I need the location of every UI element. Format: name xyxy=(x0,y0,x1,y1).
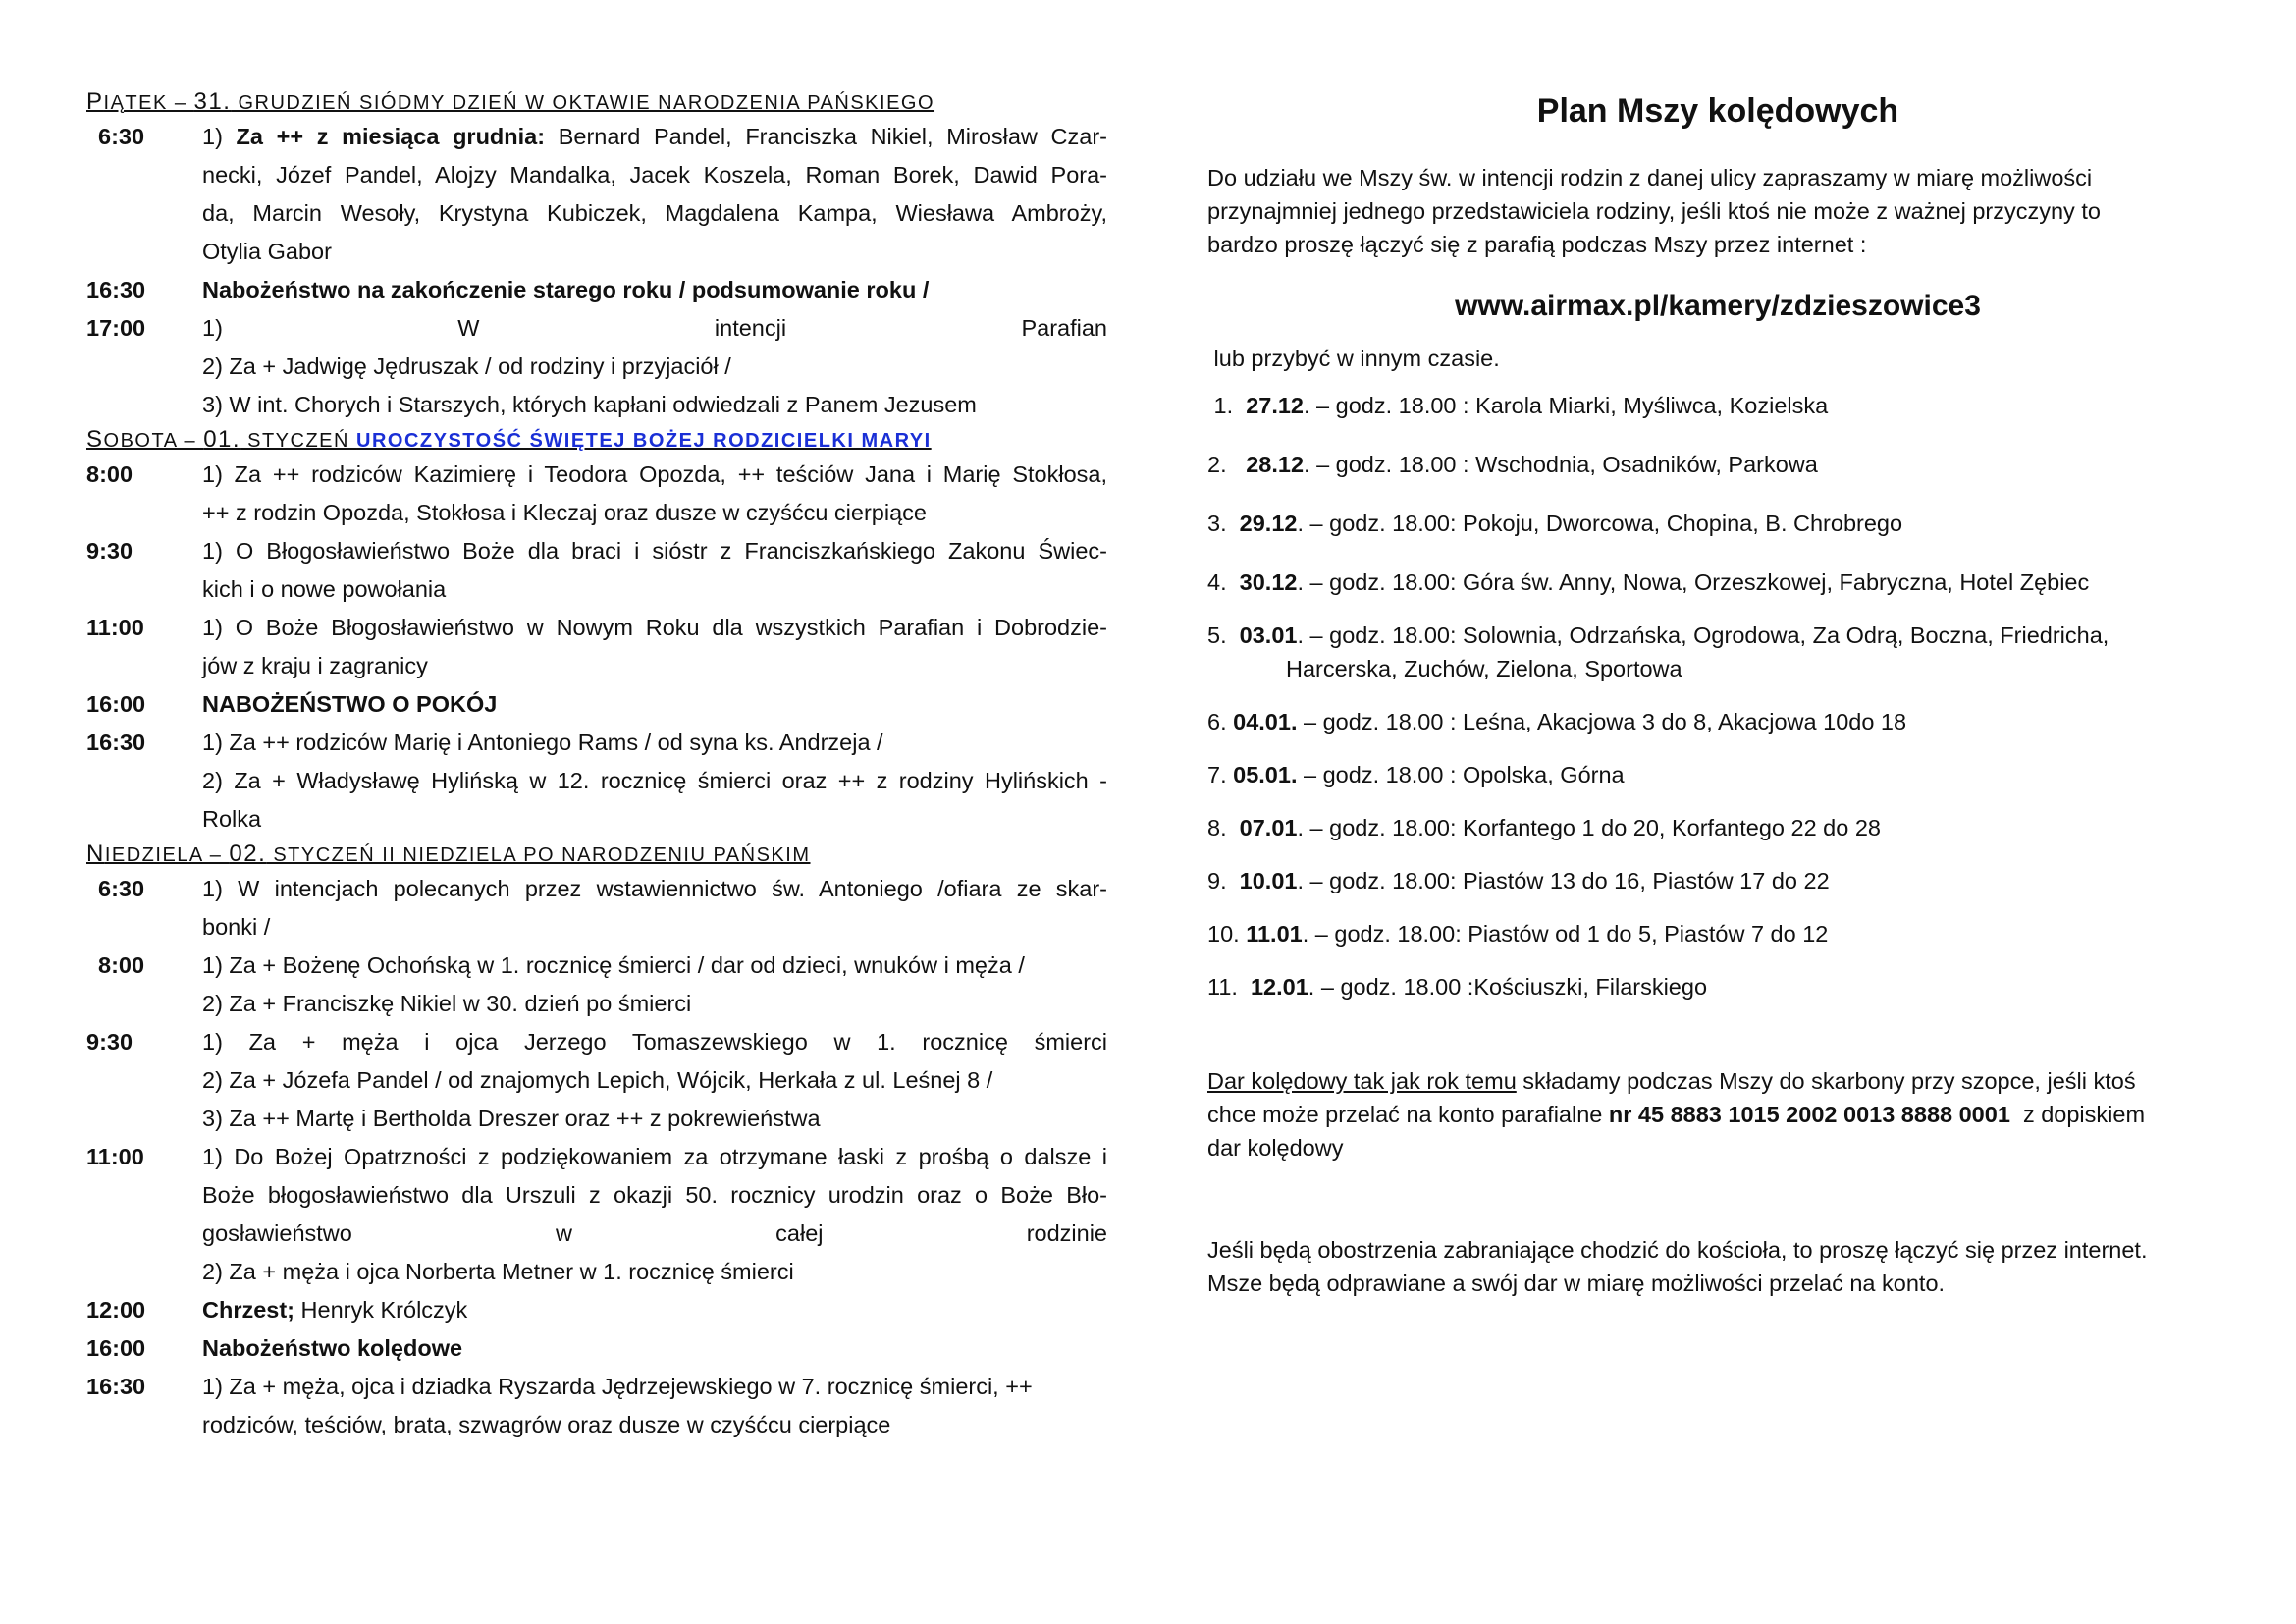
intention-line: 2) Za + męża i ojca Norberta Metner w 1. rocznicę śmierci xyxy=(202,1259,794,1284)
plan-item: 6. 04.01. – godz. 18.00 : Leśna, Akacjowa 3 do 8, Akacjowa 10do 18 xyxy=(1207,709,1907,734)
mass-entry xyxy=(86,609,1107,685)
intention-line: Boże błogosławieństwo dla Urszuli z okazji 50. rocznicy urodzin oraz o Boże Bło- xyxy=(202,1182,1107,1208)
gift-line-1 xyxy=(1207,1064,2228,1098)
stream-url-link[interactable]: www.airmax.pl/kamery/zdzieszowice3 xyxy=(1455,290,1981,322)
intro-line: Do udziału we Mszy św. w intencji rodzin z danej ulicy zapraszamy w miarę możliwości xyxy=(1207,165,2093,190)
carol-mass-plan xyxy=(1207,86,2228,1300)
mass-intention xyxy=(202,118,1107,271)
mass-intention xyxy=(202,532,1107,609)
intention-line: 2) Za + Józefa Pandel / od znajomych Lepich, Wójcik, Herkała z ul. Leśnej 8 / xyxy=(202,1067,993,1093)
intention-line: da, Marcin Wesoły, Krystyna Kubiczek, Magdalena Kampa, Wiesława Ambroży, xyxy=(202,200,1107,226)
mass-time: 16:30 xyxy=(86,730,146,755)
mass-intention xyxy=(202,1023,1107,1138)
day-heading: SOBOTA – 01. STYCZEŃ UROCZYSTOŚĆ ŚWIĘTEJ BOŻEJ RODZICIELKI MARYI xyxy=(86,426,932,453)
plan-item: 8. 07.01. – godz. 18.00: Korfantego 1 do 20, Korfantego 22 do 28 xyxy=(1207,815,1881,840)
mass-entry xyxy=(86,724,1107,839)
intention-line: 2) Za + Franciszkę Nikiel w 30. dzień po śmierci xyxy=(202,991,692,1016)
intention-line: 1) Do Bożej Opatrzności z podziękowaniem za otrzymane łaski z prośbą o dalsze i xyxy=(202,1144,1107,1169)
mass-entry xyxy=(86,947,1107,1023)
mass-intention xyxy=(202,609,1107,685)
mass-schedule xyxy=(86,86,1107,1444)
intention-line: 2) Za + Władysławę Hylińską w 12. rocznicę śmierci oraz ++ z rodziny Hylińskich - xyxy=(202,768,1107,793)
mass-intention xyxy=(202,947,1107,1023)
intention-line: NABOŻEŃSTWO O POKÓJ xyxy=(202,691,498,717)
mass-entry xyxy=(86,1138,1107,1291)
mass-time: 16:30 xyxy=(86,1374,146,1399)
intention-line: 1) Za ++ z miesiąca grudnia: Bernard Pandel, Franciszka Nikiel, Mirosław Czar- xyxy=(202,124,1107,149)
mass-intention xyxy=(202,1368,1107,1444)
mass-entry xyxy=(86,532,1107,609)
day-heading: PIĄTEK – 31. GRUDZIEŃ SIÓDMY DZIEŃ W OKTAWIE NARODZENIA PAŃSKIEGO xyxy=(86,88,935,115)
intention-line: jów z kraju i zagranicy xyxy=(202,653,428,678)
mass-entry xyxy=(86,1329,1107,1368)
gift-underlined: Dar kolędowy tak jak rok temu xyxy=(1207,1068,1517,1094)
mass-intention xyxy=(202,724,1107,839)
plan-item: 11. 12.01. – godz. 18.00 :Kościuszki, Filarskiego xyxy=(1207,974,1708,1000)
intro-line: przynajmniej jednego przedstawiciela rodziny, jeśli ktoś nie może z ważnej przyczyny to xyxy=(1207,198,2101,224)
intention-line: 2) Za + Jadwigę Jędruszak / od rodziny i przyjaciół / xyxy=(202,353,731,379)
intention-line: necki, Józef Pandel, Alojzy Mandalka, Jacek Koszela, Roman Borek, Dawid Pora- xyxy=(202,162,1107,188)
mass-time: 9:30 xyxy=(86,538,133,564)
restrictions-line: Jeśli będą obostrzenia zabraniające chodzić do kościoła, to proszę łączyć się przez internet. xyxy=(1207,1237,2148,1263)
intention-line: 1) Za + męża i ojca Jerzego Tomaszewskiego w 1. rocznicę śmierci xyxy=(202,1029,1107,1055)
mass-time: 12:00 xyxy=(86,1297,146,1323)
mass-intention xyxy=(202,685,1107,724)
account-number: nr 45 8883 1015 2002 0013 8888 0001 xyxy=(1608,1102,2010,1127)
intro-line: bardzo proszę łączyć się z parafią podczas Mszy przez internet : xyxy=(1207,232,1867,257)
plan-item: 3. 29.12. – godz. 18.00: Pokoju, Dworcowa, Chopina, B. Chrobrego xyxy=(1207,511,1903,536)
plan-item: 10. 11.01. – godz. 18.00: Piastów od 1 do 5, Piastów 7 do 12 xyxy=(1207,921,1829,947)
plan-item: 1. 27.12. – godz. 18.00 : Karola Miarki, Myśliwca, Kozielska xyxy=(1207,393,1829,418)
mass-entry xyxy=(86,456,1107,532)
intention-line: 1) O Boże Błogosławieństwo w Nowym Roku dla wszystkich Parafian i Dobrodzie- xyxy=(202,615,1107,640)
mass-intention xyxy=(202,1138,1107,1291)
gift-paragraph xyxy=(1207,1064,2228,1164)
gift-line-3: dar kolędowy xyxy=(1207,1135,1344,1161)
mass-time: 6:30 xyxy=(98,124,145,149)
intention-line: Otylia Gabor xyxy=(202,239,332,264)
mass-entry xyxy=(86,870,1107,947)
plan-item: 5. 03.01. – godz. 18.00: Solownia, Odrzańska, Ogrodowa, Za Odrą, Boczna, Friedricha, Harcerska, Zuchów, Zielona, Sportowa xyxy=(1207,623,2109,681)
intention-line: bonki / xyxy=(202,914,271,940)
intention-line: 1) W intencji Parafian xyxy=(202,315,1107,341)
mass-entry xyxy=(86,1291,1107,1329)
intention-line: 1) Za ++ rodziców Marię i Antoniego Rams / od syna ks. Andrzeja / xyxy=(202,730,883,755)
mass-time: 8:00 xyxy=(98,952,145,978)
intention-line: Chrzest; Henryk Królczyk xyxy=(202,1297,468,1323)
mass-entry xyxy=(86,685,1107,724)
gift-line-1-rest: składamy podczas Mszy do skarbony przy szopce, jeśli ktoś xyxy=(1516,1068,2136,1094)
feast-link[interactable]: UROCZYSTOŚĆ ŚWIĘTEJ BOŻEJ RODZICIELKI MARYI xyxy=(356,430,932,452)
mass-intention xyxy=(202,1291,1107,1329)
mass-time: 11:00 xyxy=(86,615,144,640)
mass-intention xyxy=(202,271,1107,309)
restrictions-paragraph xyxy=(1207,1233,2228,1300)
plan-item: 7. 05.01. – godz. 18.00 : Opolska, Górna xyxy=(1207,762,1625,787)
mass-time: 6:30 xyxy=(98,876,145,901)
mass-time: 8:00 xyxy=(86,461,133,487)
plan-item: 9. 10.01. – godz. 18.00: Piastów 13 do 16, Piastów 17 do 22 xyxy=(1207,868,1830,893)
intention-line: 1) Za ++ rodziców Kazimierę i Teodora Opozda, ++ teściów Jana i Marię Stokłosa, xyxy=(202,461,1107,487)
mass-entry xyxy=(86,309,1107,424)
or-text: lub przybyć w innym czasie. xyxy=(1207,346,1500,371)
intention-line: 1) O Błogosławieństwo Boże dla braci i sióstr z Franciszkańskiego Zakonu Świec- xyxy=(202,538,1107,564)
intention-line: gosławieństwo w całej rodzinie xyxy=(202,1220,1107,1246)
intention-line: Nabożeństwo kolędowe xyxy=(202,1335,463,1361)
mass-entry xyxy=(86,1368,1107,1444)
mass-time: 17:00 xyxy=(86,315,146,341)
mass-time: 9:30 xyxy=(86,1029,133,1055)
intention-line: 1) Za + Bożenę Ochońską w 1. rocznicę śmierci / dar od dzieci, wnuków i męża / xyxy=(202,952,1025,978)
plan-item: 2. 28.12. – godz. 18.00 : Wschodnia, Osadników, Parkowa xyxy=(1207,452,1818,477)
restrictions-line: Msze będą odprawiane a swój dar w miarę możliwości przelać na konto. xyxy=(1207,1271,1946,1296)
mass-entry xyxy=(86,1023,1107,1138)
intention-line: Rolka xyxy=(202,806,262,832)
intro-paragraph xyxy=(1207,161,2228,261)
mass-entry xyxy=(86,271,1107,309)
mass-time: 16:00 xyxy=(86,1335,146,1361)
plan-list xyxy=(1207,389,2228,1003)
gift-line-2 xyxy=(1207,1098,2228,1131)
intention-line: rodziców, teściów, brata, szwagrów oraz dusze w czyśćcu cierpiące xyxy=(202,1412,891,1437)
mass-time: 16:30 xyxy=(86,277,146,302)
day-heading: NIEDZIELA – 02. STYCZEŃ II NIEDZIELA PO NARODZENIU PAŃSKIM xyxy=(86,840,811,867)
mass-entry xyxy=(86,118,1107,271)
intention-line: 1) W intencjach polecanych przez wstawiennictwo św. Antoniego /ofiara ze skar- xyxy=(202,876,1107,901)
mass-intention xyxy=(202,309,1107,424)
intention-line: 3) W int. Chorych i Starszych, których kapłani odwiedzali z Panem Jezusem xyxy=(202,392,977,417)
plan-item: 4. 30.12. – godz. 18.00: Góra św. Anny, Nowa, Orzeszkowej, Fabryczna, Hotel Zębiec xyxy=(1207,569,2090,595)
gift-line-2-end: z dopiskiem xyxy=(2009,1102,2146,1127)
intention-line: 3) Za ++ Martę i Bertholda Dreszer oraz ++ z pokrewieństwa xyxy=(202,1106,821,1131)
mass-intention xyxy=(202,1329,1107,1368)
mass-time: 16:00 xyxy=(86,691,146,717)
intention-line: Nabożeństwo na zakończenie starego roku / podsumowanie roku / xyxy=(202,277,930,302)
intention-line: kich i o nowe powołania xyxy=(202,576,447,602)
mass-intention xyxy=(202,870,1107,947)
intention-line: 1) Za + męża, ojca i dziadka Ryszarda Jędrzejewskiego w 7. rocznicę śmierci, ++ xyxy=(202,1374,1033,1399)
plan-title: Plan Mszy kolędowych xyxy=(1536,92,1899,130)
mass-intention xyxy=(202,456,1107,532)
intention-line: ++ z rodzin Opozda, Stokłosa i Kleczaj oraz dusze w czyśćcu cierpiące xyxy=(202,500,927,525)
gift-line-2-start: chce może przelać na konto parafialne xyxy=(1207,1102,1609,1127)
mass-time: 11:00 xyxy=(86,1144,144,1169)
